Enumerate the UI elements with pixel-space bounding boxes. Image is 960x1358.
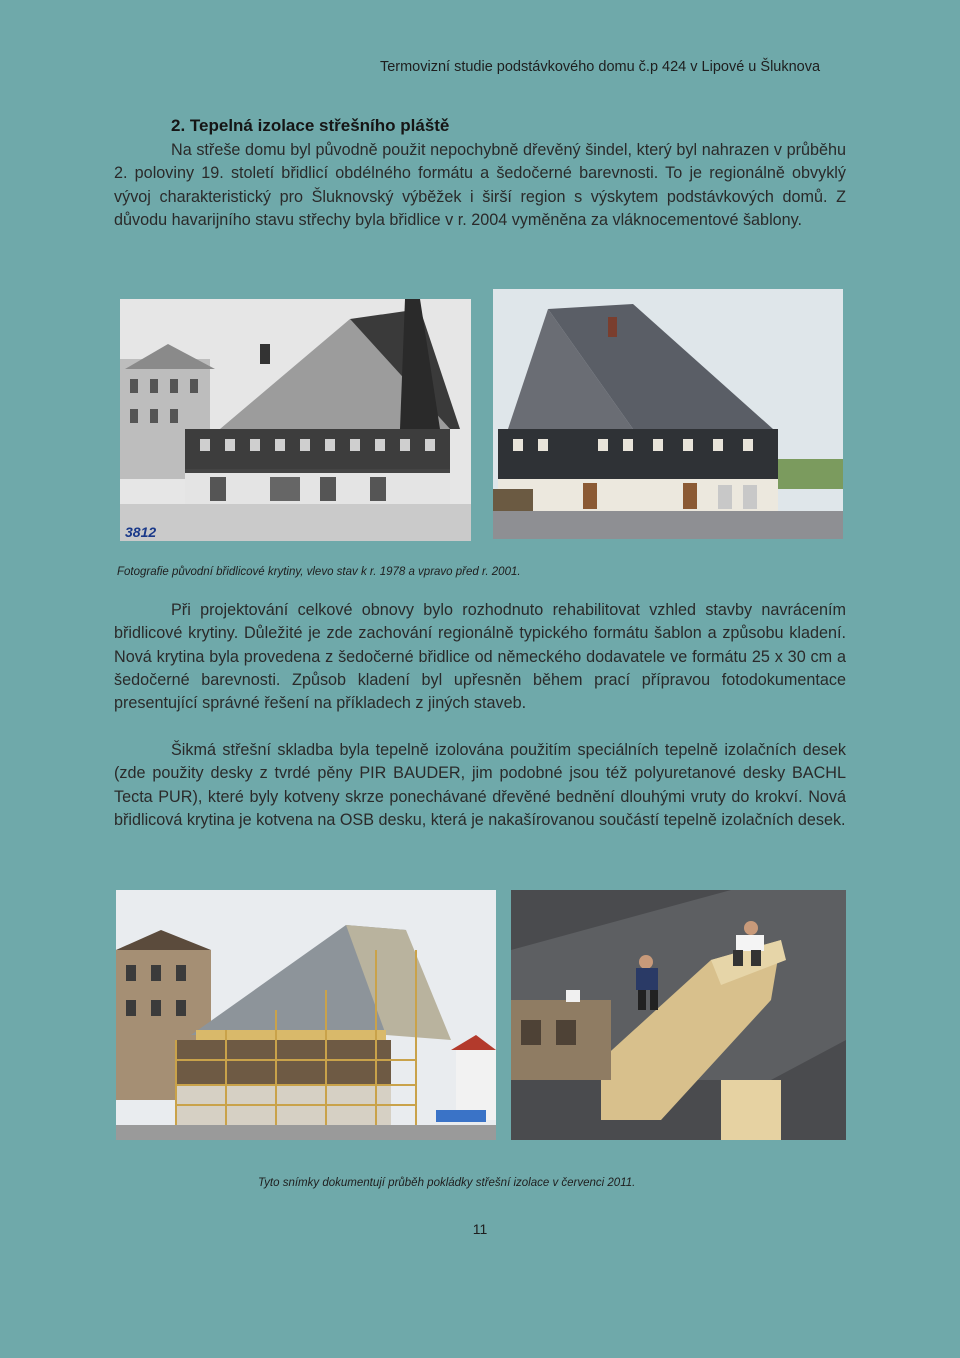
photo-house-1978 xyxy=(120,299,471,541)
paragraph-original-roofing: Na střeše domu byl původně použit nepochybně dřevěný šindel, který byl nahrazen v průběhu 2. poloviny 19. století břidlicí obdélného formátu a šedočerné barevnosti. To je regionálně obvyklý vývoj charakteristický pro Šluknovský výběžek i širší region s výskytem podstávkových domů. Z důvodu havarijního stavu střechy byla břidlice v r. 2004 vyměněna za vláknocementové šablony. xyxy=(114,141,846,230)
running-header: Termovizní studie podstávkového domu č.p 424 v Lipové u Šluknova xyxy=(379,59,821,75)
paragraph-thermal-insulation: Šikmá střešní skladba byla tepelně izolována použitím speciálních tepelně izolačních desek (zde použity desky z tvrdé pěny PIR BAUDER, jim podobné jsou též polyuretanové desky BACHL Tecta PUR), které byly kotveny skrze ponechávané dřevěné bednění dlouhými vruty do krokví. Nová břidlicová krytina je kotvena na OSB desku, která je nakašírovanou součástí tepelně izolačních desek. xyxy=(114,741,846,829)
page-number: 11 xyxy=(472,1221,488,1237)
section-title: 2. Tepelná izolace střešního pláště xyxy=(171,116,450,135)
caption-original-roofing-photos: Fotografie původní břidlicové krytiny, vlevo stav k r. 1978 a vpravo před r. 2001. xyxy=(117,566,521,578)
photo-workers-laying-insulation xyxy=(511,890,846,1140)
paragraph-slate-restoration: Při projektování celkové obnovy bylo rozhodnuto rehabilitovat vzhled stavby navrácením břidlicové krytiny. Důležité je zde zachování regionálně typického formátu šablon a způsobu kladení. Nová krytina byla provedena z šedočerné břidlice od německého dodavatele ve formátu 25 x 30 cm a šedočerné barevnosti. Způsob kladení byl upřesněn během prací přípravou fotodokumentace presentující správné řešení na příkladech z jiných staveb. xyxy=(114,601,846,713)
caption-insulation-photos: Tyto snímky dokumentují průběh pokládky střešní izolace v červenci 2011. xyxy=(258,1177,636,1189)
photo-archive-number: 3812 xyxy=(125,524,157,540)
photo-roof-insulation-scaffolding xyxy=(116,890,496,1140)
photo-house-before-2001 xyxy=(493,289,843,539)
